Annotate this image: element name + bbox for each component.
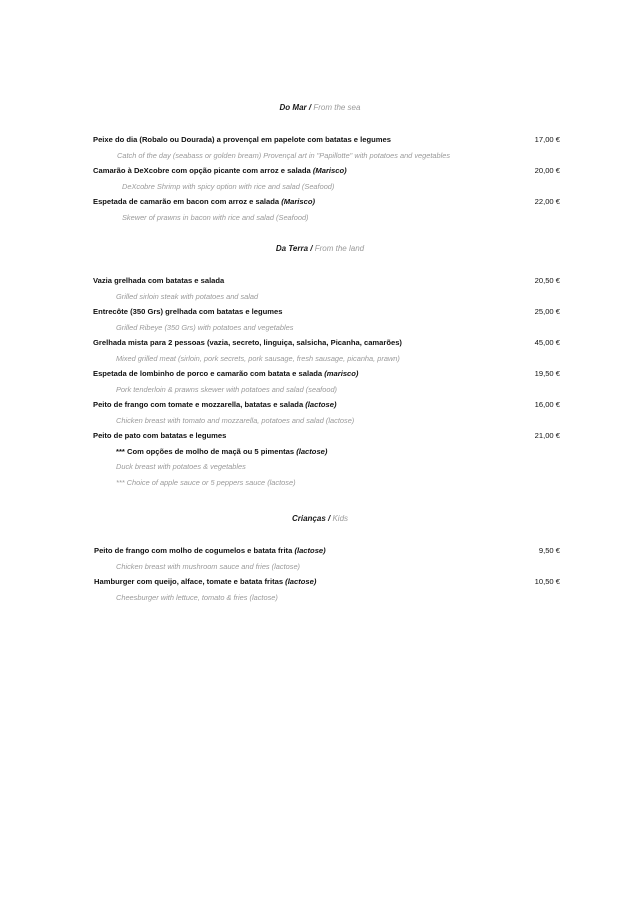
item-price: 10,50 € [534, 577, 560, 586]
item-price: 22,00 € [534, 197, 560, 206]
menu-item [0, 307, 640, 319]
section-title-en: From the land [314, 244, 365, 253]
section-title-pt: Crianças / [291, 514, 331, 523]
menu-item [0, 135, 640, 147]
item-name-en: Grilled Ribeye (350 Grs) with potatoes and vegetables [116, 323, 294, 332]
item-name-en: Chicken breast with mushroom sauce and fries (lactose) [116, 562, 301, 571]
item-price: 25,00 € [534, 307, 560, 316]
item-name-en: Mixed grilled meat (sirloin, pork secrets, pork sausage, fresh sausage, picanha, prawn) [116, 354, 400, 363]
item-name-pt: Espetada de lombinho de porco e camarão com batata e salada (marisco) [93, 369, 359, 378]
item-price: 45,00 € [534, 338, 560, 347]
item-name-pt: Peito de frango com molho de cogumelos e batata frita (lactose) [94, 546, 326, 555]
item-name-en: DeXcobre Shrimp with spicy option with rice and salad (Seafood) [122, 182, 335, 191]
item-name-pt: Camarão à DeXcobre com opção picante com arroz e salada (Marisco) [93, 166, 347, 175]
item-price: 20,00 € [534, 166, 560, 175]
item-price: 16,00 € [534, 400, 560, 409]
item-name-pt: Vazia grelhada com batatas e salada [93, 276, 225, 285]
item-name-pt: Grelhada mista para 2 pessoas (vazia, secreto, linguiça, salsicha, Picanha, camarões) [93, 338, 402, 347]
item-name-pt: Hamburger com queijo, alface, tomate e batata fritas (lactose) [94, 577, 317, 586]
item-price: 20,50 € [534, 276, 560, 285]
menu-item [0, 577, 640, 589]
item-name-en: Grilled sirloin steak with potatoes and salad [116, 292, 259, 301]
menu-item [0, 338, 640, 350]
item-price: 17,00 € [534, 135, 560, 144]
item-name-pt: Peito de pato com batatas e legumes [93, 431, 227, 440]
item-note-pt: *** Com opções de molho de maçã ou 5 pimentas (lactose) [116, 447, 328, 456]
section-title-en: Kids [332, 514, 349, 523]
item-note-en: *** Choice of apple sauce or 5 peppers sauce (lactose) [116, 478, 296, 487]
menu-item [0, 400, 640, 412]
section-title-kids [0, 514, 640, 523]
section-title-en: From the sea [313, 103, 361, 112]
item-name-pt: Peixe do dia (Robalo ou Dourada) a provençal em papelote com batatas e legumes [93, 135, 391, 144]
item-name-en: Chicken breast with tomato and mozzarella, potatoes and salad (lactose) [116, 416, 355, 425]
item-price: 19,50 € [534, 369, 560, 378]
menu-item [0, 431, 640, 443]
item-name-pt: Espetada de camarão em bacon com arroz e salada (Marisco) [93, 197, 316, 206]
menu-item [0, 166, 640, 178]
item-name-pt: Peito de frango com tomate e mozzarella, batatas e salada (lactose) [93, 400, 337, 409]
menu-item [0, 276, 640, 288]
section-title-pt: Do Mar / [279, 103, 312, 112]
section-title-land [0, 244, 640, 253]
item-name-en: Skewer of prawns in bacon with rice and salad (Seafood) [122, 213, 309, 222]
item-price: 21,00 € [534, 431, 560, 440]
section-title-pt: Da Terra / [275, 244, 313, 253]
menu-item [0, 197, 640, 209]
menu-item [0, 369, 640, 381]
item-name-en: Cheesburger with lettuce, tomato & fries (lactose) [116, 593, 278, 602]
item-price: 9,50 € [538, 546, 560, 555]
item-name-en: Duck breast with potatoes & vegetables [116, 462, 246, 471]
item-name-pt: Entrecôte (350 Grs) grelhada com batatas e legumes [93, 307, 283, 316]
item-name-en: Catch of the day (seabass or golden bream) Provençal art in "Papillotte" with potatoes and vegetables [117, 151, 451, 160]
section-title-sea [0, 103, 640, 112]
menu-item [0, 546, 640, 558]
item-name-en: Pork tenderloin & prawns skewer with potatoes and salad (seafood) [116, 385, 338, 394]
